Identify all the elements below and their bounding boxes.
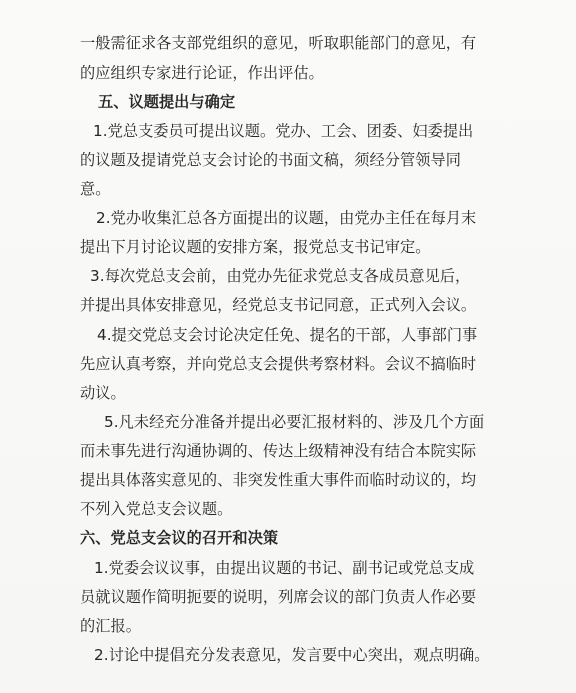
body-text-line: 的议题及提请党总支会讨论的书面文稿，须经分管领导同	[80, 151, 461, 169]
body-text-line: 提出下月讨论议题的安排方案，报党总支书记审定。	[80, 238, 431, 256]
body-text-line: 而未事先进行沟通协调的、传达上级精神没有结合本院实际	[80, 442, 477, 460]
section-heading: 五、议题提出与确定	[98, 93, 236, 111]
body-text-line: 1.党委会议议事，由提出议题的书记、副书记或党总支成	[94, 559, 475, 577]
body-text-line: 动议。	[80, 384, 126, 402]
body-text-line: 1.党总支委员可提出议题。党办、工会、团委、妇委提出	[93, 122, 474, 140]
body-text-line: 4.提交党总支会讨论决定任免、提名的干部，人事部门事	[97, 326, 478, 344]
body-text-line: 2.讨论中提倡充分发表意见，发言要中心突出，观点明确。	[94, 646, 490, 664]
body-text-line: 5.凡未经充分准备并提出必要汇报材料的、涉及几个方面	[104, 413, 485, 431]
body-text-line: 提出具体落实意见的、非突发性重大事件而临时动议的，均	[80, 471, 477, 489]
body-text-line: 一般需征求各支部党组织的意见，听取职能部门的意见，有	[80, 34, 477, 52]
body-text-line: 的应组织专家进行论证，作出评估。	[80, 64, 324, 82]
body-text-line: 员就议题作简明扼要的说明，列席会议的部门负责人作必要	[80, 588, 477, 606]
body-text-line: 不列入党总支会议题。	[80, 500, 233, 518]
body-text-line: 的汇报。	[80, 617, 141, 635]
body-text-line: 意。	[80, 180, 111, 198]
body-text-line: 先应认真考察，并向党总支会提供考察材料。会议不搞临时	[80, 355, 477, 373]
body-text-line: 3.每次党总支会前，由党办先征求党总支各成员意见后，	[90, 267, 471, 285]
body-text-line: 2.党办收集汇总各方面提出的议题，由党办主任在每月末	[96, 209, 477, 227]
body-text-line: 并提出具体安排意见，经党总支书记同意，正式列入会议。	[80, 296, 477, 314]
section-heading: 六、党总支会议的召开和决策	[80, 529, 279, 547]
